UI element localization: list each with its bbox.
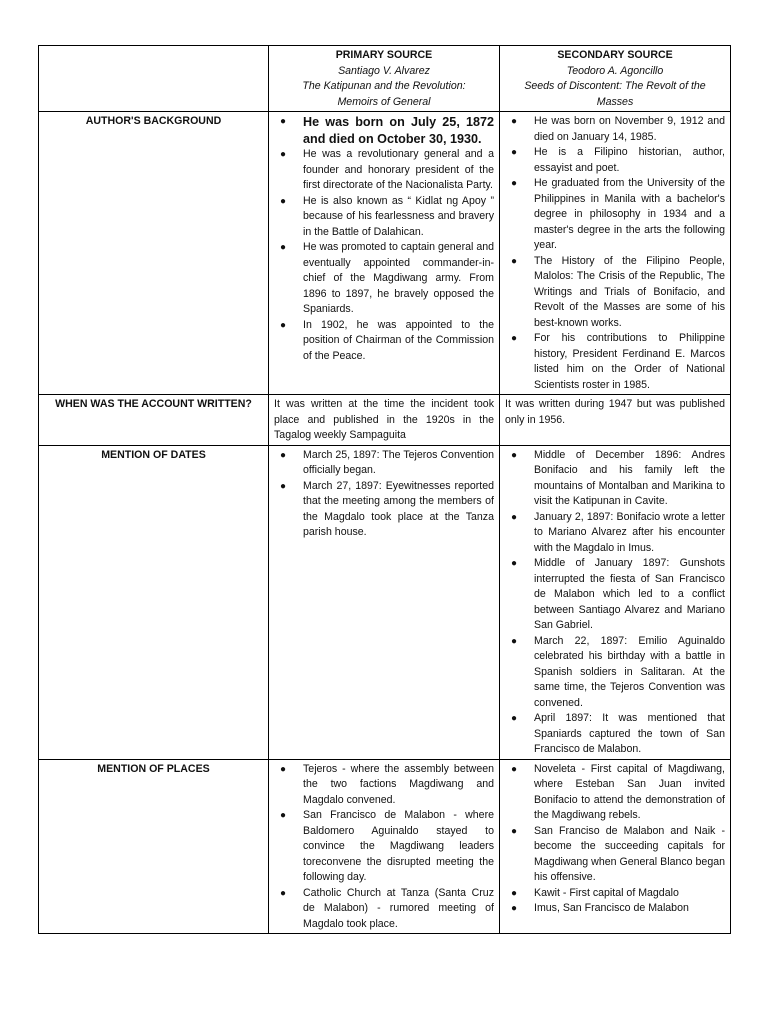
list-item: ● April 1897: It was mentioned that Spaniards captured the town of San Francisco de Malabon. <box>505 711 725 758</box>
secondary-source-work-line1: Seeds of Discontent: The Revolt of the <box>524 80 706 92</box>
list-item: ● Imus, San Francisco de Malabon <box>505 901 725 917</box>
list-item: ● In 1902, he was appointed to the position of Chairman of the Commission of the Peace. <box>274 318 494 365</box>
list-item: ● The History of the Filipino People, Malolos: The Crisis of the Republic, The Writings and Trials of Bonifacio, and Revolt of the Masses are some of his best-known works. <box>505 254 725 332</box>
list-item: ● He is also known as “ Kidlat ng Apoy ” because of his fearlessness and bravery in the Battle of Dalahican. <box>274 194 494 241</box>
primary-source-work-line1: The Katipunan and the Revolution: <box>302 80 466 92</box>
list-item: ● He graduated from the University of the Philippines in Manila with a bachelor's degree in philosophy in 1934 and a master's degree in the arts the following year. <box>505 176 725 254</box>
primary-dates-list <box>274 448 494 541</box>
header-blank-cell <box>39 46 269 112</box>
list-item: ● He was a revolutionary general and a founder and honorary president of the first directorate of the Nacionalista Party. <box>274 147 494 194</box>
list-item: ● He was born on July 25, 1872 and died on October 30, 1930. <box>274 114 494 147</box>
list-item: ● San Franciso de Malabon and Naik - become the succeeding capitals for Magdiwang when General Blanco began his offensive. <box>505 824 725 886</box>
list-item: ● Catholic Church at Tanza (Santa Cruz de Malabon) - rumored meeting of Magdalo took place. <box>274 886 494 933</box>
row-label-authors-background: AUTHOR'S BACKGROUND <box>39 112 269 395</box>
secondary-written-cell: It was written during 1947 but was published only in 1956. <box>500 395 731 446</box>
secondary-source-title: SECONDARY SOURCE <box>557 49 673 61</box>
list-item: ● Middle of December 1896: Andres Bonifacio and his family left the mountains of Montalban and Marikina to visit the Katipunan in Cavite. <box>505 448 725 510</box>
secondary-dates-list <box>505 448 725 758</box>
list-item: ● Noveleta - First capital of Magdiwang, where Esteban San Juan invited Bonifacio to attend the demonstration of the Magdiwang rebels. <box>505 762 725 824</box>
list-item: ● January 2, 1897: Bonifacio wrote a letter to Mariano Alvarez after his encounter with the Magdalo in Imus. <box>505 510 725 557</box>
secondary-places-list <box>505 762 725 917</box>
row-label-mention-of-dates: MENTION OF DATES <box>39 445 269 759</box>
primary-background-cell <box>269 112 500 395</box>
primary-places-list <box>274 762 494 933</box>
primary-dates-cell <box>269 445 500 759</box>
primary-places-cell <box>269 759 500 934</box>
secondary-background-cell <box>500 112 731 395</box>
primary-source-header <box>269 46 500 112</box>
mention-of-dates-row <box>39 445 731 759</box>
comparison-table <box>38 45 731 934</box>
row-label-mention-of-places: MENTION OF PLACES <box>39 759 269 934</box>
secondary-background-list <box>505 114 725 393</box>
secondary-source-work-line2: Masses <box>596 95 634 108</box>
row-label-account-written: WHEN WAS THE ACCOUNT WRITTEN? <box>39 395 269 446</box>
primary-source-title: PRIMARY SOURCE <box>335 49 433 61</box>
list-item: ● Kawit - First capital of Magdalo <box>505 886 725 902</box>
authors-background-row <box>39 112 731 395</box>
primary-source-author: Santiago V. Alvarez <box>338 64 430 77</box>
header-row <box>39 46 731 112</box>
secondary-source-author: Teodoro A. Agoncillo <box>566 64 664 77</box>
secondary-places-cell <box>500 759 731 934</box>
list-item: ● March 25, 1897: The Tejeros Convention officially began. <box>274 448 494 479</box>
primary-background-list <box>274 114 494 364</box>
list-item: ● March 22, 1897: Emilio Aguinaldo celebrated his birthday with a battle in Spanish soldiers in Salitaran. At the same time, the Tejeros Convention was convened. <box>505 634 725 712</box>
list-item: ● For his contributions to Philippine history, President Ferdinand E. Marcos listed him on the Order of National Scientists roster in 1985. <box>505 331 725 393</box>
list-item: ● Tejeros - where the assembly between the two factions Magdiwang and Magdalo convened. <box>274 762 494 809</box>
list-item: ● He is a Filipino historian, author, essayist and poet. <box>505 145 725 176</box>
account-written-row <box>39 395 731 446</box>
list-item: ● He was promoted to captain general and eventually appointed commander-in-chief of the Magdiwang army. From 1896 to 1897, he bravely opposed the Spaniards. <box>274 240 494 318</box>
list-item: ● March 27, 1897: Eyewitnesses reported that the meeting among the members of the Magdalo took place at the Tanza parish house. <box>274 479 494 541</box>
secondary-source-header <box>500 46 731 112</box>
primary-source-work-line2: Memoirs of General <box>337 95 431 108</box>
list-item: ● Middle of January 1897: Gunshots interrupted the fiesta of San Francisco de Malabon which led to a conflict between Santiago Alvarez and Mariano San Gabriel. <box>505 556 725 634</box>
secondary-dates-cell <box>500 445 731 759</box>
list-item: ● San Francisco de Malabon - where Baldomero Aguinaldo stayed to convince the Magdiwang leaders toreconvene the disrupted meeting the following day. <box>274 808 494 886</box>
primary-written-cell: It was written at the time the incident took place and published in the 1920s in the Tagalog weekly Sampaguita <box>269 395 500 446</box>
mention-of-places-row <box>39 759 731 934</box>
list-item: ● He was born on November 9, 1912 and died on January 14, 1985. <box>505 114 725 145</box>
